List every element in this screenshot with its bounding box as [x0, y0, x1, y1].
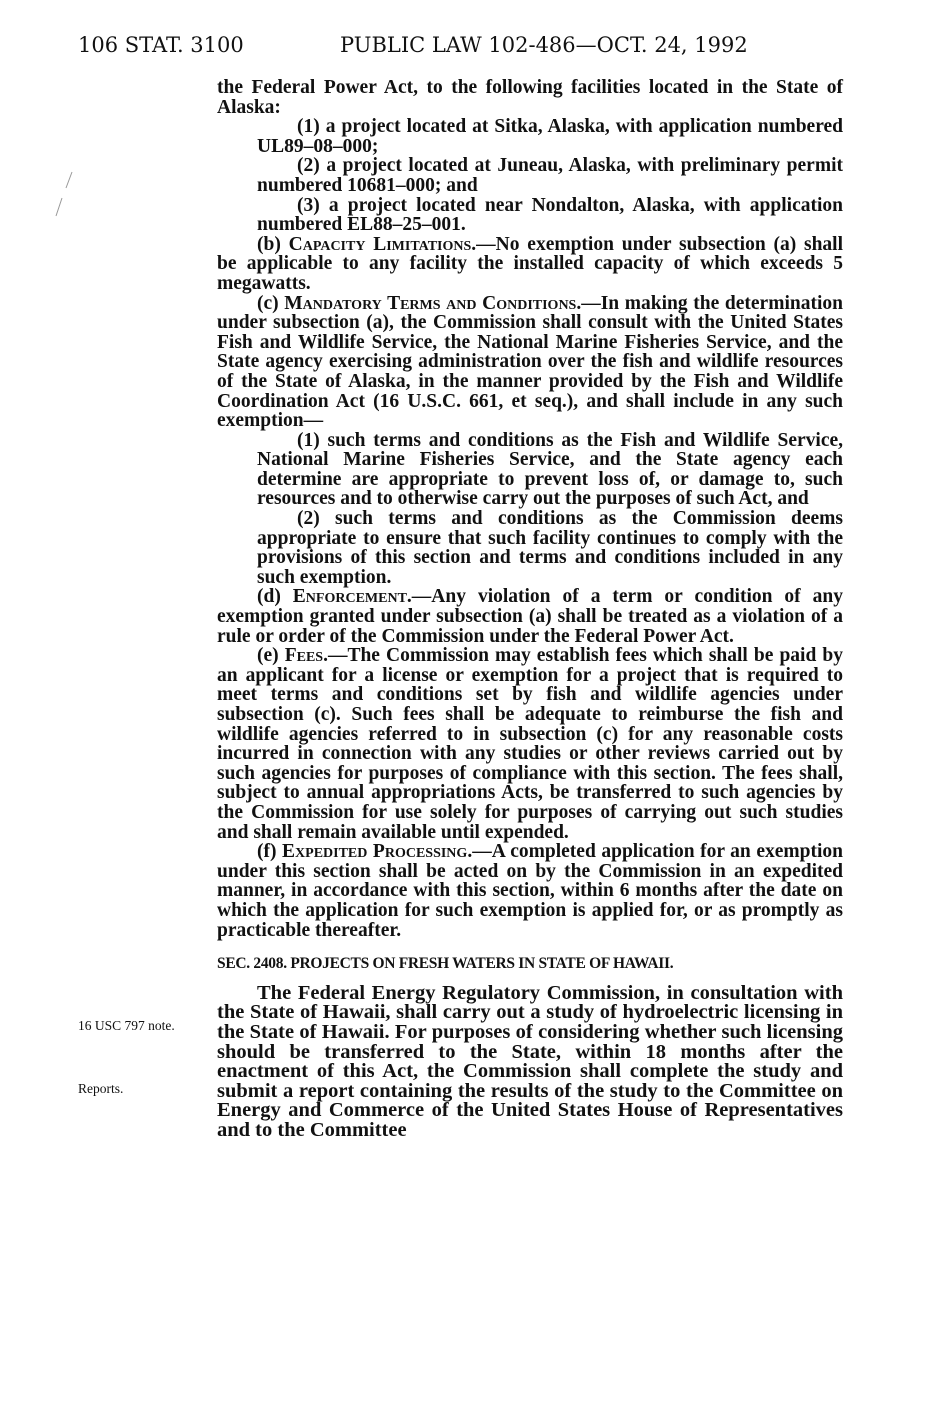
list-item-text: (1) such terms and conditions as the Fish and Wildlife Service, National Marine Fisheries Service, and the State agency each determine are appropriate to prevent loss of, or damage to, such resources and to otherwise carry out the purposes of such Act, and: [257, 429, 843, 510]
subsection-label: (b): [257, 233, 289, 255]
list-item: [217, 196, 843, 235]
list-item: [217, 117, 843, 156]
intro-paragraph: the Federal Power Act, to the following facilities located in the State of Alaska:: [217, 77, 843, 118]
list-item-text: (2) a project located at Juneau, Alaska, with preliminary permit numbered 10681–000; and: [257, 155, 843, 196]
stray-mark-icon: [52, 170, 76, 220]
subsection-heading: Fees: [284, 645, 324, 667]
page-header: [0, 33, 940, 63]
subsection-b: [217, 235, 843, 294]
subsection-heading: Expedited Processing: [282, 841, 468, 863]
subsection-text: .—The Commission may establish fees which shall be paid by an applicant for a license or exemption for a project that is required to meet terms and conditions set by fish and wildlife agencies under subsection (c). Such fees shall be adequate to reimburse the fish and wildlife agencies referred to in subsection (c) for any reasonable costs incurred in connection with any studies or other reviews carried out by such agencies for purposes of compliance with this section. The fees shall, subject to annual appropriations Acts, be transferred to such agencies by the Commission for use solely for purposes of carrying out such studies and shall remain available until expended.: [217, 645, 843, 843]
subsection-e: [217, 646, 843, 842]
list-item-text: (2) such terms and conditions as the Commission deems appropriate to ensure that such facility continues to comply with the provisions of this section and terms and conditions included in any such exemption.: [257, 508, 843, 588]
list-item-text: (3) a project located near Nondalton, Alaska, with application numbered EL88–25–001.: [257, 194, 843, 236]
subsection-d: [217, 587, 843, 646]
margin-note-usc: 16 USC 797 note.: [78, 1018, 175, 1033]
list-item-text: (1) a project located at Sitka, Alaska, with application numbered UL89–08–000;: [257, 116, 843, 157]
subsection-heading: Mandatory Terms and Conditions: [284, 292, 577, 314]
section-heading: SEC. 2408. PROJECTS ON FRESH WATERS IN STATE OF HAWAII.: [217, 955, 674, 973]
list-item: [217, 156, 843, 195]
list-item: [217, 431, 843, 509]
subsection-text: .—Any violation of a term or condition of any exemption granted under subsection (a) shall be treated as a violation of a rule or order of the Commission under the Federal Power Act.: [217, 586, 843, 647]
subsection-text: .—No exemption under subsection (a) shall be applicable to any facility the installed capacity of which exceeds 5 megawatts.: [217, 233, 843, 294]
public-law-title: PUBLIC LAW 102-486—OCT. 24, 1992: [340, 33, 748, 57]
subsection-text: .—A completed application for an exemption under this section shall be acted on by the Commission in an expedited manner, in accordance with this section, within 6 months after the date on which the application for such exemption is applied for, or as promptly as practicable thereafter.: [217, 841, 843, 941]
subsection-label: (c): [257, 292, 285, 314]
subsection-heading: Enforcement: [292, 586, 407, 608]
subsection-label: (d): [257, 586, 293, 608]
subsection-f: [217, 842, 843, 940]
margin-note-reports: Reports.: [78, 1081, 124, 1096]
subsection-label: (e): [257, 645, 285, 667]
subsection-c: [217, 294, 843, 431]
statute-body: [217, 78, 843, 1140]
list-item: [217, 509, 843, 587]
section-paragraph: The Federal Energy Regulatory Commission, in consultation with the State of Hawaii, shall carry out a study of hydroelectric licensing in the State of Hawaii. For purposes of considering whether such licensing should be transferred to the State, within 18 months after the enactment of this Act, the Commission shall complete the study and submit a report containing the results of the study to the Committee on Energy and Commerce of the United States House of Representatives and to the Committee: [217, 981, 843, 1141]
subsection-heading: Capacity Limitations: [288, 233, 472, 255]
stat-citation: 106 STAT. 3100: [78, 33, 244, 57]
subsection-text: .—In making the determination under subsection (a), the Commission shall consult with the United States Fish and Wildlife Service, the National Marine Fisheries Service, and the State agency exercising administration over the fish and wildlife resources of the State of Alaska, in the manner provided by the Fish and Wildlife Coordination Act (16 U.S.C. 661, et seq.), and shall include in any such exemption—: [217, 292, 843, 432]
subsection-label: (f): [257, 841, 283, 863]
